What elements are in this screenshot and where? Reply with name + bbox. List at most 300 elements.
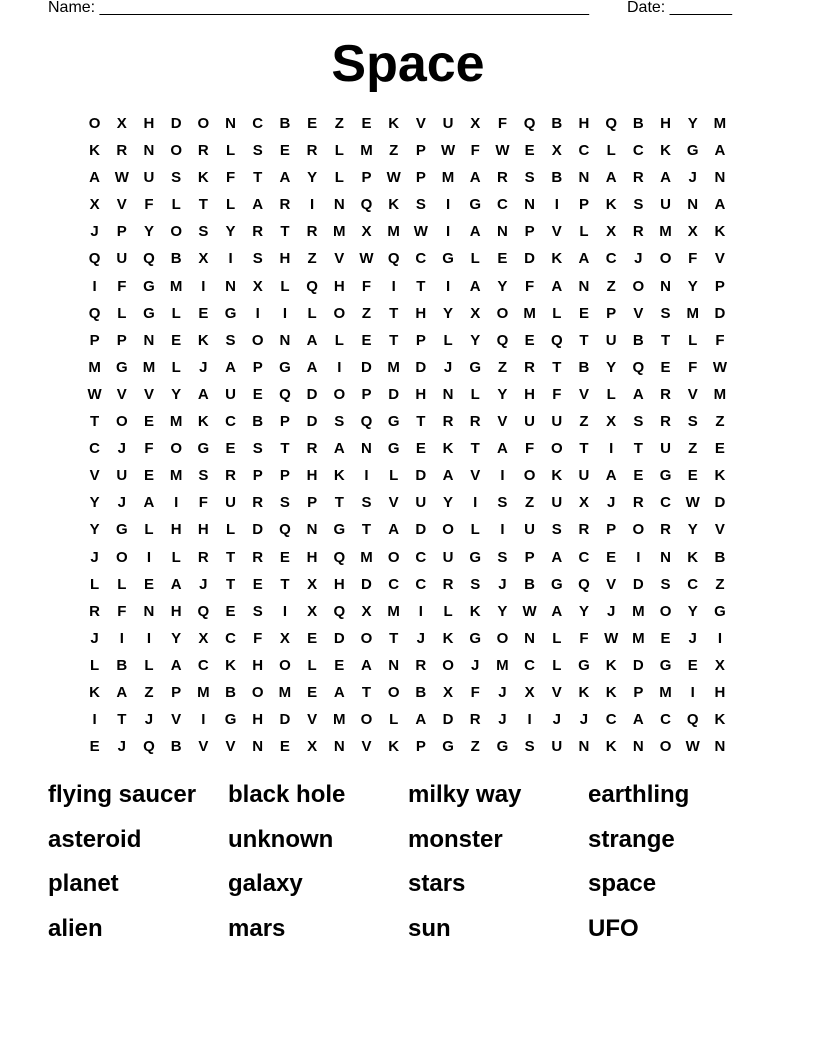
grid-letter: G bbox=[496, 738, 509, 756]
grid-letter: A bbox=[252, 196, 264, 214]
grid-letter: T bbox=[389, 331, 399, 349]
grid-letter: Y bbox=[606, 358, 617, 376]
grid-letter: E bbox=[497, 250, 508, 268]
grid-letter: A bbox=[333, 683, 345, 701]
date-field: Date: _______ bbox=[627, 0, 732, 16]
grid-letter: B bbox=[632, 331, 644, 349]
grid-letter: O bbox=[387, 548, 400, 566]
grid-letter: J bbox=[498, 575, 507, 593]
grid-letter: L bbox=[470, 250, 480, 268]
grid-letter: A bbox=[605, 169, 617, 187]
grid-letter: I bbox=[473, 494, 478, 512]
grid-letter: I bbox=[554, 196, 559, 214]
grid-letter: R bbox=[578, 521, 590, 539]
grid-letter: I bbox=[174, 494, 179, 512]
grid-letter: X bbox=[443, 683, 454, 701]
grid-letter: Y bbox=[307, 169, 318, 187]
grid-letter: F bbox=[579, 629, 589, 647]
grid-letter: A bbox=[469, 223, 481, 241]
grid-letter: T bbox=[280, 223, 290, 241]
grid-letter: J bbox=[634, 250, 643, 268]
grid-letter: X bbox=[279, 629, 290, 647]
grid-letter: G bbox=[659, 656, 672, 674]
grid-letter: L bbox=[552, 629, 562, 647]
grid-letter: M bbox=[169, 413, 183, 431]
grid-letter: G bbox=[387, 440, 400, 458]
grid-letter: K bbox=[333, 467, 345, 485]
grid-letter: U bbox=[442, 115, 454, 132]
grid-letter: P bbox=[171, 683, 182, 701]
grid-letter: H bbox=[306, 467, 318, 485]
grid-letter: L bbox=[307, 656, 317, 674]
grid-letter: F bbox=[144, 196, 154, 214]
grid-letter: W bbox=[440, 142, 456, 160]
grid-letter: N bbox=[442, 385, 454, 403]
grid-letter: E bbox=[279, 548, 290, 566]
grid-letter: L bbox=[443, 331, 453, 349]
grid-letter: X bbox=[198, 250, 209, 268]
grid-letter: R bbox=[524, 358, 536, 376]
grid-letter: N bbox=[143, 331, 155, 349]
grid-letter: W bbox=[413, 223, 428, 241]
grid-letter: S bbox=[198, 467, 209, 485]
grid-letter: E bbox=[633, 467, 644, 485]
grid-letter: H bbox=[252, 656, 264, 674]
grid-letter: K bbox=[578, 683, 590, 701]
grid-letter: R bbox=[632, 169, 644, 187]
grid-letter: G bbox=[578, 656, 590, 674]
grid-letter: W bbox=[685, 738, 700, 756]
grid-letter: R bbox=[225, 467, 236, 485]
word-list-item: alien bbox=[48, 914, 103, 942]
grid-letter: I bbox=[609, 440, 614, 458]
grid-letter: I bbox=[445, 196, 451, 214]
grid-letter: E bbox=[415, 440, 426, 458]
grid-letter: M bbox=[387, 223, 400, 241]
grid-letter: X bbox=[714, 656, 725, 674]
grid-letter: U bbox=[116, 250, 128, 268]
grid-letter: S bbox=[415, 196, 426, 214]
grid-letter: P bbox=[524, 548, 535, 566]
grid-letter: U bbox=[143, 169, 155, 187]
grid-letter: H bbox=[252, 711, 264, 729]
grid-letter: N bbox=[578, 169, 590, 187]
grid-letter: L bbox=[171, 358, 181, 376]
grid-letter: E bbox=[252, 385, 263, 403]
grid-letter: V bbox=[470, 467, 481, 485]
grid-letter: X bbox=[551, 142, 562, 160]
word-list-item: sun bbox=[408, 914, 451, 942]
grid-letter: J bbox=[471, 656, 480, 674]
grid-letter: Q bbox=[88, 304, 101, 322]
grid-letter: D bbox=[415, 358, 427, 376]
grid-letter: L bbox=[171, 548, 181, 566]
grid-letter: J bbox=[688, 169, 697, 187]
grid-letter: L bbox=[688, 331, 698, 349]
grid-letter: O bbox=[442, 521, 454, 539]
grid-letter: H bbox=[279, 250, 291, 268]
grid-letter: L bbox=[90, 656, 100, 674]
grid-letter: I bbox=[418, 602, 423, 620]
grid-letter: S bbox=[633, 196, 644, 214]
grid-letter: S bbox=[252, 440, 263, 458]
grid-letter: I bbox=[364, 467, 369, 485]
grid-letter: Q bbox=[496, 331, 509, 349]
grid-letter: B bbox=[279, 115, 291, 132]
grid-letter: X bbox=[606, 413, 617, 431]
grid-letter: T bbox=[416, 277, 426, 295]
grid-letter: X bbox=[361, 602, 372, 620]
grid-letter: C bbox=[415, 548, 427, 566]
grid-letter: Z bbox=[307, 250, 317, 268]
grid-letter: I bbox=[282, 304, 287, 322]
grid-letter: Z bbox=[470, 738, 480, 756]
grid-letter: I bbox=[282, 602, 287, 620]
grid-letter: X bbox=[252, 277, 263, 295]
grid-letter: B bbox=[415, 683, 427, 701]
grid-letter: S bbox=[551, 521, 562, 539]
grid-letter: Q bbox=[360, 196, 373, 214]
grid-letter: Q bbox=[333, 548, 346, 566]
word-list-item: black hole bbox=[228, 781, 346, 808]
grid-letter: E bbox=[143, 413, 154, 431]
grid-letter: U bbox=[551, 494, 563, 512]
grid-letter: F bbox=[715, 331, 725, 349]
grid-letter: I bbox=[310, 196, 315, 214]
grid-letter: X bbox=[307, 602, 318, 620]
grid-letter: E bbox=[89, 738, 100, 756]
grid-letter: C bbox=[415, 575, 427, 593]
grid-letter: Y bbox=[171, 385, 182, 403]
grid-letter: C bbox=[225, 629, 236, 647]
grid-letter: G bbox=[469, 196, 482, 214]
grid-letter: G bbox=[469, 629, 482, 647]
word-list-item: strange bbox=[588, 825, 675, 853]
word-list-item: flying saucer bbox=[48, 781, 197, 808]
grid-letter: A bbox=[714, 196, 726, 214]
grid-letter: D bbox=[415, 467, 427, 485]
grid-letter: O bbox=[550, 440, 563, 458]
grid-letter: D bbox=[361, 358, 372, 376]
grid-letter: Y bbox=[687, 277, 698, 295]
grid-letter: C bbox=[660, 711, 671, 729]
grid-letter: A bbox=[225, 358, 236, 376]
grid-letter: I bbox=[201, 711, 206, 729]
grid-letter: S bbox=[497, 548, 508, 566]
grid-letter: O bbox=[442, 656, 454, 674]
grid-letter: B bbox=[551, 169, 563, 187]
word-list-item: UFO bbox=[588, 914, 639, 942]
grid-letter: Q bbox=[197, 602, 210, 620]
grid-letter: T bbox=[334, 494, 344, 512]
grid-letter: W bbox=[114, 169, 129, 187]
grid-letter: Q bbox=[360, 413, 373, 431]
grid-letter: A bbox=[442, 467, 454, 485]
grid-letter: C bbox=[496, 196, 508, 214]
grid-letter: C bbox=[225, 413, 236, 431]
grid-letter: R bbox=[116, 142, 128, 160]
grid-letter: L bbox=[470, 385, 480, 403]
grid-letter: J bbox=[552, 711, 561, 729]
grid-letter: D bbox=[714, 304, 726, 322]
grid-letter: P bbox=[116, 331, 127, 349]
word-list-item: stars bbox=[408, 870, 466, 897]
grid-letter: S bbox=[524, 169, 535, 187]
grid-letter: L bbox=[117, 575, 127, 593]
grid-letter: E bbox=[143, 467, 154, 485]
grid-letter: R bbox=[89, 602, 101, 620]
grid-letter: F bbox=[470, 683, 480, 701]
grid-letter: L bbox=[144, 521, 154, 539]
grid-letter: M bbox=[278, 683, 292, 701]
grid-letter: F bbox=[225, 169, 236, 187]
grid-letter: E bbox=[198, 304, 209, 322]
grid-letter: R bbox=[197, 548, 209, 566]
word-list-item: planet bbox=[48, 870, 119, 897]
grid-letter: O bbox=[251, 683, 264, 701]
grid-letter: M bbox=[333, 711, 346, 729]
grid-letter: K bbox=[605, 683, 617, 701]
grid-letter: P bbox=[361, 385, 372, 403]
grid-letter: S bbox=[660, 304, 671, 322]
grid-letter: M bbox=[142, 358, 156, 376]
grid-letter: V bbox=[116, 385, 127, 403]
grid-letter: U bbox=[660, 440, 671, 458]
grid-letter: P bbox=[415, 331, 426, 349]
grid-letter: C bbox=[660, 494, 671, 512]
grid-letter: S bbox=[252, 250, 263, 268]
grid-letter: S bbox=[687, 413, 698, 431]
grid-letter: N bbox=[225, 277, 236, 295]
grid-letter: T bbox=[470, 440, 480, 458]
grid-letter: X bbox=[578, 494, 589, 512]
grid-letter: R bbox=[252, 223, 264, 241]
grid-letter: H bbox=[333, 277, 345, 295]
grid-letter: Y bbox=[687, 602, 698, 620]
grid-letter: V bbox=[171, 711, 182, 729]
grid-letter: F bbox=[198, 494, 208, 512]
grid-letter: O bbox=[251, 331, 264, 349]
grid-letter: U bbox=[551, 738, 563, 756]
grid-letter: K bbox=[714, 467, 726, 485]
grid-letter: V bbox=[633, 304, 644, 322]
grid-letter: M bbox=[333, 223, 346, 241]
grid-letter: W bbox=[359, 250, 374, 268]
grid-letter: Q bbox=[88, 250, 101, 268]
grid-letter: H bbox=[333, 575, 345, 593]
grid-letter: E bbox=[143, 575, 154, 593]
grid-letter: U bbox=[605, 331, 617, 349]
grid-letter: J bbox=[688, 629, 697, 647]
grid-letter: T bbox=[361, 683, 372, 701]
grid-letter: I bbox=[445, 277, 451, 295]
grid-letter: X bbox=[307, 738, 318, 756]
header-line bbox=[48, 0, 748, 20]
grid-letter: W bbox=[522, 602, 537, 620]
grid-letter: E bbox=[524, 331, 535, 349]
grid-letter: T bbox=[416, 413, 426, 431]
grid-letter: I bbox=[228, 250, 233, 268]
puzzle-title: Space bbox=[331, 35, 485, 93]
grid-letter: A bbox=[551, 602, 563, 620]
grid-letter: F bbox=[117, 277, 127, 295]
grid-letter: F bbox=[144, 440, 154, 458]
grid-letter: X bbox=[116, 115, 127, 132]
grid-letter: N bbox=[524, 196, 536, 214]
grid-letter: Y bbox=[687, 115, 698, 132]
grid-letter: I bbox=[690, 683, 695, 701]
grid-letter: P bbox=[279, 467, 290, 485]
grid-letter: Q bbox=[550, 331, 563, 349]
grid-letter: X bbox=[524, 683, 535, 701]
grid-letter: N bbox=[578, 277, 590, 295]
grid-letter: O bbox=[170, 440, 182, 458]
grid-letter: S bbox=[171, 169, 182, 187]
grid-letter: K bbox=[605, 738, 617, 756]
grid-letter: N bbox=[279, 331, 291, 349]
grid-letter: Z bbox=[715, 575, 725, 593]
grid-letter: N bbox=[225, 115, 236, 132]
grid-letter: G bbox=[469, 358, 482, 376]
grid-letter: E bbox=[361, 115, 372, 132]
grid-letter: G bbox=[442, 738, 454, 756]
grid-letter: R bbox=[415, 656, 427, 674]
grid-letter: F bbox=[525, 277, 535, 295]
grid-letter: C bbox=[605, 711, 617, 729]
grid-letter: S bbox=[633, 413, 644, 431]
grid-letter: J bbox=[498, 683, 507, 701]
grid-letter: V bbox=[497, 413, 508, 431]
grid-letter: B bbox=[116, 656, 128, 674]
grid-letter: O bbox=[88, 115, 101, 132]
grid-letter: X bbox=[687, 223, 698, 241]
grid-letter: V bbox=[116, 196, 127, 214]
grid-letter: G bbox=[279, 358, 291, 376]
grid-letter: M bbox=[523, 304, 536, 322]
grid-letter: Q bbox=[605, 115, 617, 132]
grid-letter: E bbox=[606, 548, 617, 566]
grid-letter: O bbox=[197, 115, 210, 132]
grid-letter: Q bbox=[578, 575, 590, 593]
grid-letter: M bbox=[169, 467, 183, 485]
grid-letter: N bbox=[333, 196, 345, 214]
grid-letter: B bbox=[170, 738, 182, 756]
word-list-item: unknown bbox=[228, 825, 334, 853]
grid-letter: X bbox=[361, 223, 372, 241]
grid-letter: O bbox=[170, 223, 182, 241]
grid-letter: A bbox=[361, 656, 372, 674]
grid-letter: R bbox=[306, 142, 318, 160]
grid-letter: L bbox=[171, 304, 181, 322]
grid-letter: G bbox=[659, 467, 672, 485]
grid-letter: H bbox=[170, 602, 182, 620]
grid-letter: V bbox=[415, 115, 426, 132]
grid-letter: E bbox=[225, 602, 236, 620]
grid-letter: C bbox=[415, 250, 427, 268]
grid-letter: O bbox=[360, 629, 373, 647]
grid-letter: A bbox=[714, 142, 726, 160]
grid-letter: T bbox=[552, 358, 562, 376]
grid-letter: S bbox=[334, 413, 345, 431]
grid-letter: T bbox=[579, 331, 589, 349]
grid-letter: L bbox=[280, 277, 290, 295]
grid-letter: L bbox=[552, 656, 562, 674]
grid-letter: T bbox=[280, 440, 290, 458]
grid-letter: L bbox=[334, 169, 344, 187]
grid-letter: X bbox=[198, 629, 209, 647]
grid-letter: V bbox=[551, 223, 562, 241]
grid-letter: D bbox=[632, 575, 644, 593]
grid-letter: K bbox=[89, 683, 101, 701]
grid-letter: J bbox=[90, 629, 99, 647]
grid-letter: J bbox=[416, 629, 426, 647]
grid-letter: L bbox=[606, 142, 616, 160]
grid-letter: F bbox=[253, 629, 263, 647]
grid-letter: B bbox=[252, 413, 264, 431]
grid-letter: A bbox=[306, 331, 318, 349]
grid-letter: T bbox=[280, 575, 290, 593]
grid-letter: Q bbox=[279, 521, 291, 539]
grid-letter: C bbox=[252, 115, 264, 132]
grid-letter: F bbox=[470, 142, 480, 160]
grid-letter: E bbox=[307, 115, 318, 132]
grid-letter: Y bbox=[443, 494, 454, 512]
grid-letter: L bbox=[552, 304, 562, 322]
grid-letter: U bbox=[524, 413, 536, 431]
grid-letter: Z bbox=[688, 440, 698, 458]
grid-letter: U bbox=[225, 494, 236, 512]
word-list bbox=[48, 778, 768, 956]
grid-letter: K bbox=[660, 142, 671, 160]
grid-letter: Y bbox=[497, 602, 508, 620]
grid-letter: D bbox=[252, 521, 264, 539]
grid-letter: K bbox=[388, 115, 400, 132]
grid-letter: E bbox=[225, 440, 236, 458]
grid-letter: Y bbox=[443, 304, 454, 322]
grid-letter: M bbox=[387, 358, 400, 376]
grid-letter: F bbox=[525, 440, 535, 458]
grid-letter: J bbox=[144, 711, 154, 729]
grid-letter: I bbox=[636, 548, 641, 566]
grid-letter: H bbox=[660, 115, 671, 132]
grid-letter: C bbox=[687, 575, 699, 593]
grid-letter: R bbox=[442, 575, 454, 593]
grid-letter: N bbox=[333, 738, 345, 756]
grid-letter: G bbox=[143, 304, 155, 322]
grid-letter: U bbox=[660, 196, 671, 214]
grid-letter: B bbox=[225, 683, 236, 701]
grid-letter: O bbox=[659, 602, 672, 620]
grid-letter: J bbox=[117, 440, 126, 458]
grid-letter: L bbox=[225, 521, 236, 539]
grid-letter: V bbox=[89, 467, 100, 485]
grid-letter: J bbox=[606, 602, 616, 620]
grid-letter: V bbox=[198, 738, 209, 756]
grid-letter: E bbox=[279, 142, 290, 160]
grid-letter: P bbox=[415, 142, 426, 160]
word-list-item: earthling bbox=[588, 781, 690, 808]
grid-letter: A bbox=[496, 440, 508, 458]
grid-letter: I bbox=[146, 548, 152, 566]
grid-letter: J bbox=[90, 223, 99, 241]
grid-letter: A bbox=[116, 683, 128, 701]
grid-letter: R bbox=[660, 385, 671, 403]
grid-letter: Z bbox=[606, 277, 616, 295]
grid-letter: A bbox=[170, 575, 182, 593]
grid-letter: N bbox=[524, 629, 536, 647]
grid-letter: N bbox=[361, 440, 372, 458]
grid-letter: D bbox=[279, 711, 291, 729]
